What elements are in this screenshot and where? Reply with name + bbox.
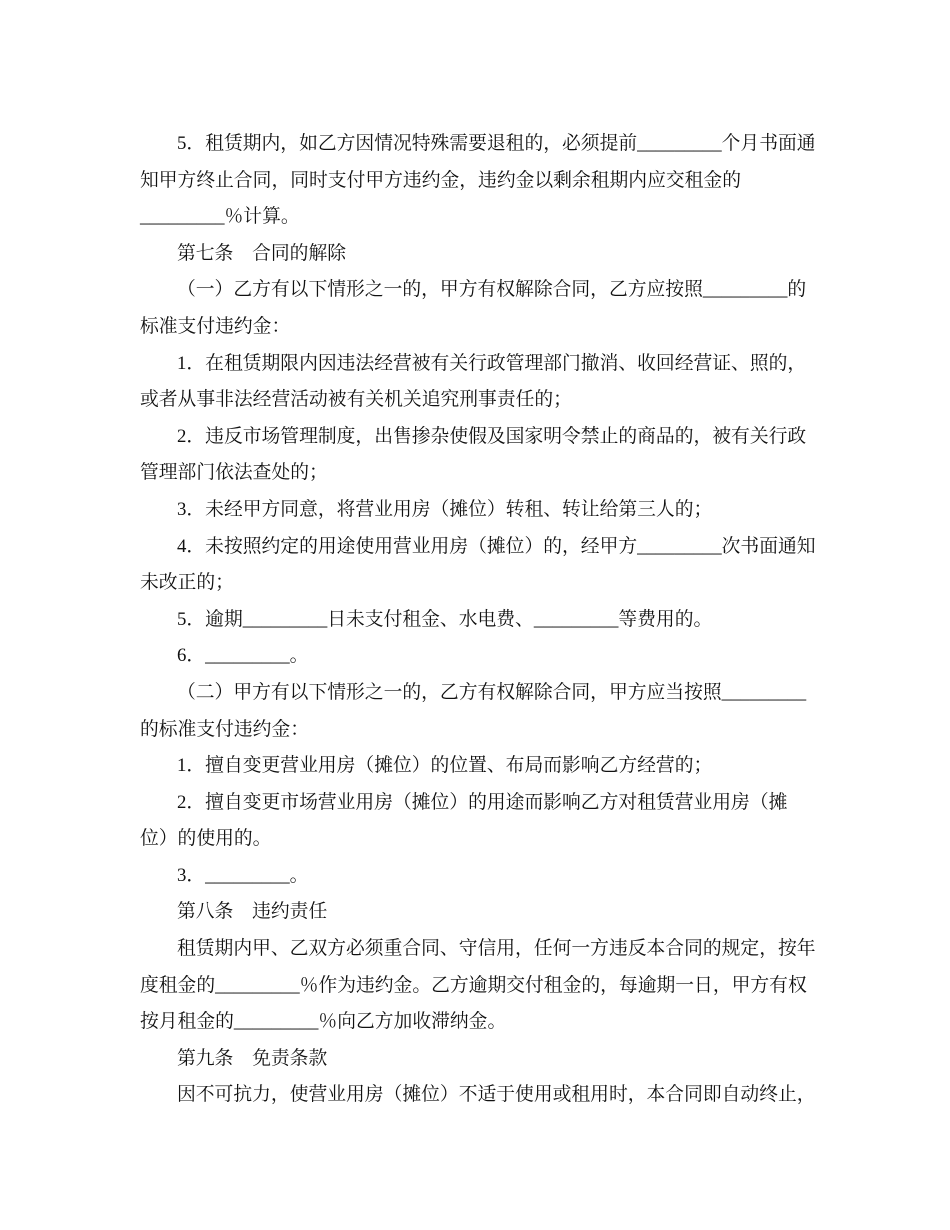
document-line: 1．擅自变更营业用房（摊位）的位置、布局而影响乙方经营的； — [177, 755, 713, 777]
document-line: 因不可抗力，使营业用房（摊位）不适于使用或租用时，本合同即自动终止， — [177, 1084, 816, 1106]
document-line: 按月租金的_________％向乙方加收滞纳金。 — [140, 1011, 507, 1033]
document-line: 2．擅自变更市场营业用房（摊位）的用途而影响乙方对租赁营业用房（摊 — [177, 791, 788, 813]
document-line: 5．租赁期内，如乙方因情况特殊需要退租的，必须提前_________个月书面通 — [177, 133, 816, 154]
document-line: 5．逾期_________日未支付租金、水电费、_________等费用的。 — [177, 608, 713, 630]
document-line: 未改正的； — [140, 572, 234, 594]
document-line: 6．_________。 — [177, 645, 309, 667]
document-line: 位）的使用的。 — [140, 828, 272, 850]
document-line: 第八条 违约责任 — [177, 901, 328, 923]
document-line: 管理部门依法查处的； — [140, 462, 328, 484]
document-line: 标准支付违约金： — [140, 315, 291, 337]
document-line: 1．在租赁期限内因违法经营被有关行政管理部门撤消、收回经营证、照的， — [177, 352, 807, 374]
document-line: 第七条 合同的解除 — [177, 242, 347, 264]
document-line: 或者从事非法经营活动被有关机关追究刑事责任的； — [140, 389, 572, 411]
document-line: （二）甲方有以下情形之一的，乙方有权解除合同，甲方应当按照_________ — [177, 681, 807, 703]
document-line: 知甲方终止合同，同时支付甲方违约金，违约金以剩余租期内应交租金的 — [140, 169, 741, 191]
document-line: 4．未按照约定的用途使用营业用房（摊位）的，经甲方_________次书面通知 — [177, 535, 816, 557]
document-line: 度租金的_________％作为违约金。乙方逾期交付租金的，每逾期一日，甲方有权 — [140, 974, 807, 996]
document-line: _________％计算。 — [140, 206, 300, 228]
document-line: 租赁期内甲、乙双方必须重合同、守信用，任何一方违反本合同的规定，按年 — [177, 938, 816, 960]
document-line: 第九条 免责条款 — [177, 1047, 328, 1069]
document-page — [140, 126, 830, 1114]
document-line: 的标准支付违约金： — [140, 718, 310, 740]
document-line: 3．未经甲方同意，将营业用房（摊位）转租、转让给第三人的； — [177, 498, 713, 520]
document-line: 2．违反市场管理制度，出售掺杂使假及国家明令禁止的商品的，被有关行政 — [177, 425, 807, 447]
document-line: 3．_________。 — [177, 864, 309, 886]
document-line: （一）乙方有以下情形之一的，甲方有权解除合同，乙方应按照_________的 — [177, 279, 807, 301]
